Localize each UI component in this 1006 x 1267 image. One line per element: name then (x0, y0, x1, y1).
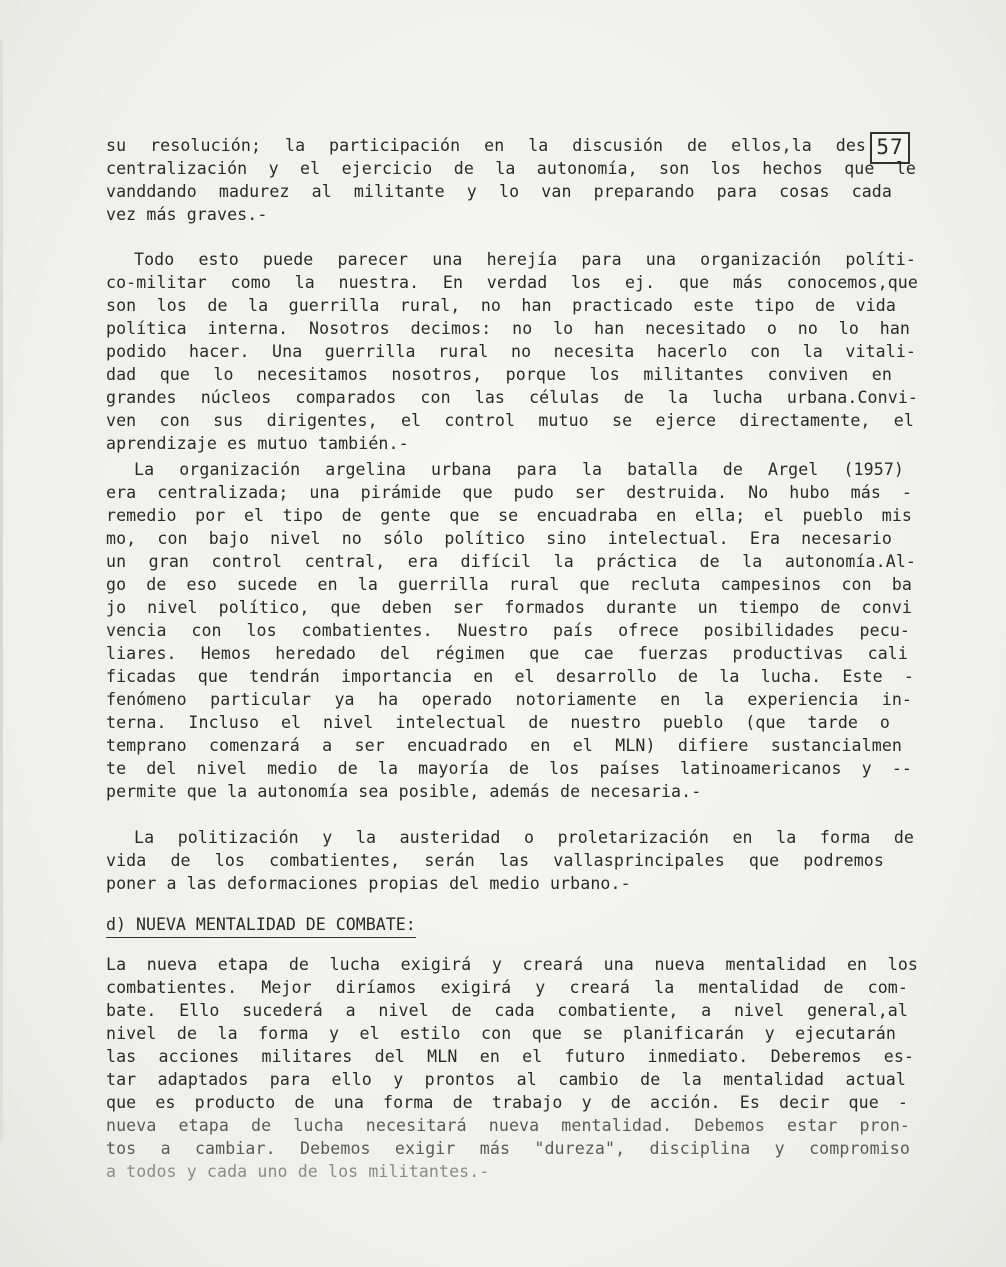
text-line: aprendizaje es mutuo también.- (106, 434, 409, 453)
text-line: vida de los combatientes, serán las vallasprincipales que podremos (106, 851, 884, 870)
text-line: bate. Ello sucederá a nivel de cada combatiente, a nivel general,al (106, 1001, 908, 1020)
text-line: centralización y el ejercicio de la autonomía, son los hechos que le (106, 159, 916, 178)
text-line: son los de la guerrilla rural, no han practicado este tipo de vida (106, 296, 896, 315)
text-line: te del nivel medio de la mayoría de los países latinoamericanos y -- (106, 759, 912, 778)
section-heading: d) NUEVA MENTALIDAD DE COMBATE: (106, 913, 416, 938)
text-line: política interna. Nosotros decimos: no lo han necesitado o no lo han (106, 319, 910, 338)
text-line: ficadas que tendrán importancia en el desarrollo de la lucha. Este - (106, 667, 914, 686)
text-line: co-militar como la nuestra. En verdad los ej. que más conocemos,que (106, 273, 918, 292)
binding-edge (0, 40, 3, 1140)
text-line: dad que lo necesitamos nosotros, porque los militantes conviven en (106, 365, 892, 384)
text-line: liares. Hemos heredado del régimen que cae fuerzas productivas cali (106, 644, 908, 663)
text-line: poner a las deformaciones propias del medio urbano.- (106, 874, 631, 893)
text-line: podido hacer. Una guerrilla rural no necesita hacerlo con la vitali- (106, 342, 916, 361)
text-line: jo nivel político, que deben ser formados durante un tiempo de convi (106, 598, 912, 617)
text-line: combatientes. Mejor diríamos exigirá y creará la mentalidad de com- (106, 978, 908, 997)
text-line: temprano comenzará a ser encuadrado en el MLN) difiere sustancialmen (106, 736, 902, 755)
text-line: nivel de la forma y el estilo con que se planificarán y ejecutarán (106, 1024, 896, 1043)
text-line: las acciones militares del MLN en el futuro inmediato. Deberemos es- (106, 1047, 914, 1066)
text-line: un gran control central, era difícil la práctica de la autonomía.Al- (106, 552, 916, 571)
text-line: vencia con los combatientes. Nuestro país ofrece posibilidades pecu- (106, 621, 910, 640)
text-line: tar adaptados para ello y prontos al cambio de la mentalidad actual (106, 1070, 906, 1089)
text-line: Todo esto puede parecer una herejía para una organización políti- (134, 250, 916, 269)
text-line: su resolución; la participación en la discusión de ellos,la des (106, 136, 866, 155)
text-line: remedio por el tipo de gente que se encuadraba en ella; el pueblo mis (106, 506, 912, 525)
text-line: grandes núcleos comparados con las células de la lucha urbana.Convi- (106, 388, 918, 407)
text-line: era centralizada; una pirámide que pudo ser destruida. No hubo más - (106, 483, 912, 502)
text-line: a todos y cada uno de los militantes.- (106, 1162, 490, 1181)
text-line: fenómeno particular ya ha operado notoriamente en la experiencia in- (106, 690, 912, 709)
text-line: permite que la autonomía sea posible, además de necesaria.- (106, 782, 702, 801)
text-line: La politización y la austeridad o proletarización en la forma de (134, 828, 914, 847)
text-line: go de eso sucede en la guerrilla rural que recluta campesinos con ba (106, 575, 912, 594)
text-line: que es producto de una forma de trabajo y de acción. Es decir que - (106, 1093, 908, 1112)
text-line: vanddando madurez al militante y lo van preparando para cosas cada (106, 182, 892, 201)
text-line: vez más graves.- (106, 205, 268, 224)
text-line: La organización argelina urbana para la batalla de Argel (1957) (134, 460, 904, 479)
text-line: terna. Incluso el nivel intelectual de nuestro pueblo (que tarde o (106, 713, 890, 732)
text-line: La nueva etapa de lucha exigirá y creará una nueva mentalidad en los (106, 955, 918, 974)
page-number: 57 (870, 132, 910, 164)
text-line: ven con sus dirigentes, el control mutuo se ejerce directamente, el (106, 411, 914, 430)
text-line: tos a cambiar. Debemos exigir más "dureza", disciplina y compromiso (106, 1139, 910, 1158)
text-line: nueva etapa de lucha necesitará nueva mentalidad. Debemos estar pron- (106, 1116, 910, 1135)
text-line: mo, con bajo nivel no sólo político sino intelectual. Era necesario (106, 529, 892, 548)
